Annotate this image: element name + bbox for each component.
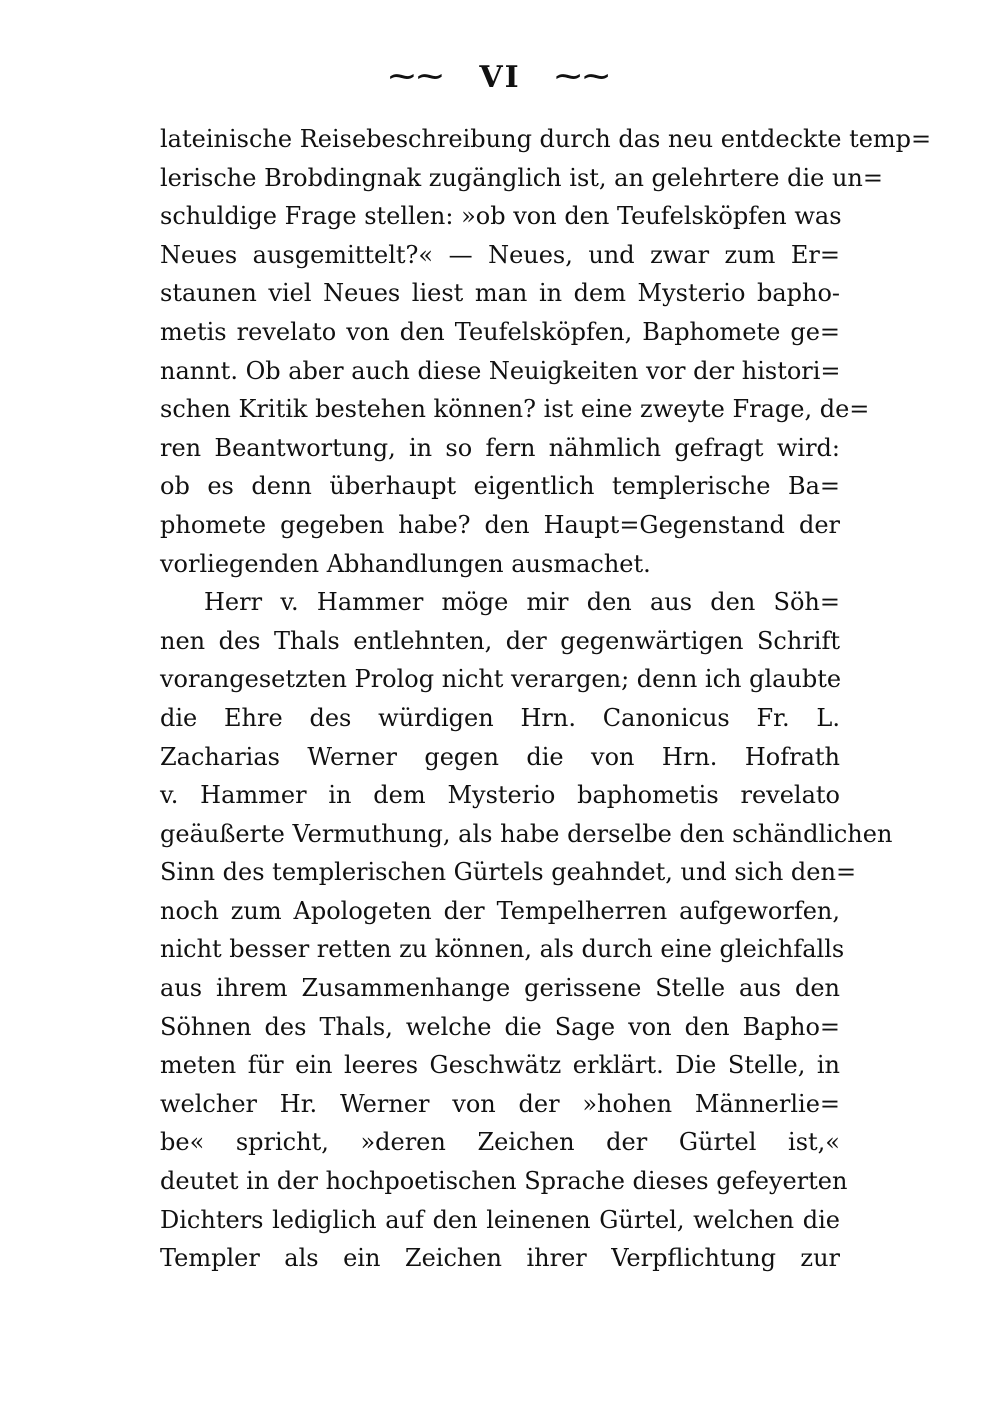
text-line: noch zum Apologeten der Tempelherren aufgeworfen, xyxy=(160,896,840,925)
text-line: be« spricht, »deren Zeichen der Gürtel ist,« xyxy=(160,1128,840,1157)
text-line: Neues ausgemittelt?« — Neues, und zwar zum Er= xyxy=(160,240,840,269)
text-line: welcher Hr. Werner von der »hohen Männerlie= xyxy=(160,1089,840,1118)
text-line: vorangesetzten Prolog nicht verargen; denn ich glaubte xyxy=(160,665,842,694)
page-number: VI xyxy=(479,59,521,95)
text-line: Sinn des templerischen Gürtels geahndet, und sich den= xyxy=(160,858,857,887)
text-line: aus ihrem Zusammenhange gerissene Stelle aus den xyxy=(160,974,840,1003)
text-line: meten für ein leeres Geschwätz erklärt. Die Stelle, in xyxy=(160,1051,840,1080)
text-line-paragraph-start: Herr v. Hammer möge mir den aus den Söh= xyxy=(204,588,840,617)
text-line: nicht besser retten zu können, als durch eine gleichfalls xyxy=(160,935,845,964)
text-line: Templer als ein Zeichen ihrer Verpflichtung zur xyxy=(160,1244,840,1273)
text-line: ob es denn überhaupt eigentlich templerische Ba= xyxy=(160,472,840,501)
text-line: Dichters lediglich auf den leinenen Gürtel, welchen die xyxy=(160,1205,840,1234)
ornament-right: ⁓⁓ xyxy=(555,62,612,92)
text-line: phomete gegeben habe? den Haupt=Gegenstand der xyxy=(160,510,840,539)
text-line: Söhnen des Thals, welche die Sage von den Bapho= xyxy=(160,1012,840,1041)
text-line: die Ehre des würdigen Hrn. Canonicus Fr. L. xyxy=(160,703,840,732)
text-line: metis revelato von den Teufelsköpfen, Baphomete ge= xyxy=(160,317,840,346)
text-line: Zacharias Werner gegen die von Hrn. Hofrath xyxy=(160,742,840,771)
text-line: geäußerte Vermuthung, als habe derselbe den schändlichen xyxy=(160,819,893,848)
text-line: lerische Brobdingnak zugänglich ist, an gelehrtere die un= xyxy=(160,163,883,192)
body-text xyxy=(160,120,932,1278)
text-line: schuldige Frage stellen: »ob von den Teufelsköpfen was xyxy=(160,202,842,231)
text-line: v. Hammer in dem Mysterio baphometis revelato xyxy=(160,781,840,810)
text-line: deutet in der hochpoetischen Sprache dieses gefeyerten xyxy=(160,1167,848,1196)
text-line-paragraph-end: vorliegenden Abhandlungen ausmachet. xyxy=(160,549,651,578)
text-line: ren Beantwortung, in so fern nähmlich gefragt wird: xyxy=(160,433,840,462)
running-header xyxy=(0,58,1000,95)
text-line: staunen viel Neues liest man in dem Mysterio bapho- xyxy=(160,279,840,308)
text-line: schen Kritik bestehen können? ist eine zweyte Frage, de= xyxy=(160,395,870,424)
text-line: lateinische Reisebeschreibung durch das neu entdeckte temp= xyxy=(160,125,932,153)
ornament-left: ⁓⁓ xyxy=(388,62,445,92)
text-line: nen des Thals entlehnten, der gegenwärtigen Schrift xyxy=(160,626,840,655)
text-line: nannt. Ob aber auch diese Neuigkeiten vor der histori= xyxy=(160,356,841,385)
